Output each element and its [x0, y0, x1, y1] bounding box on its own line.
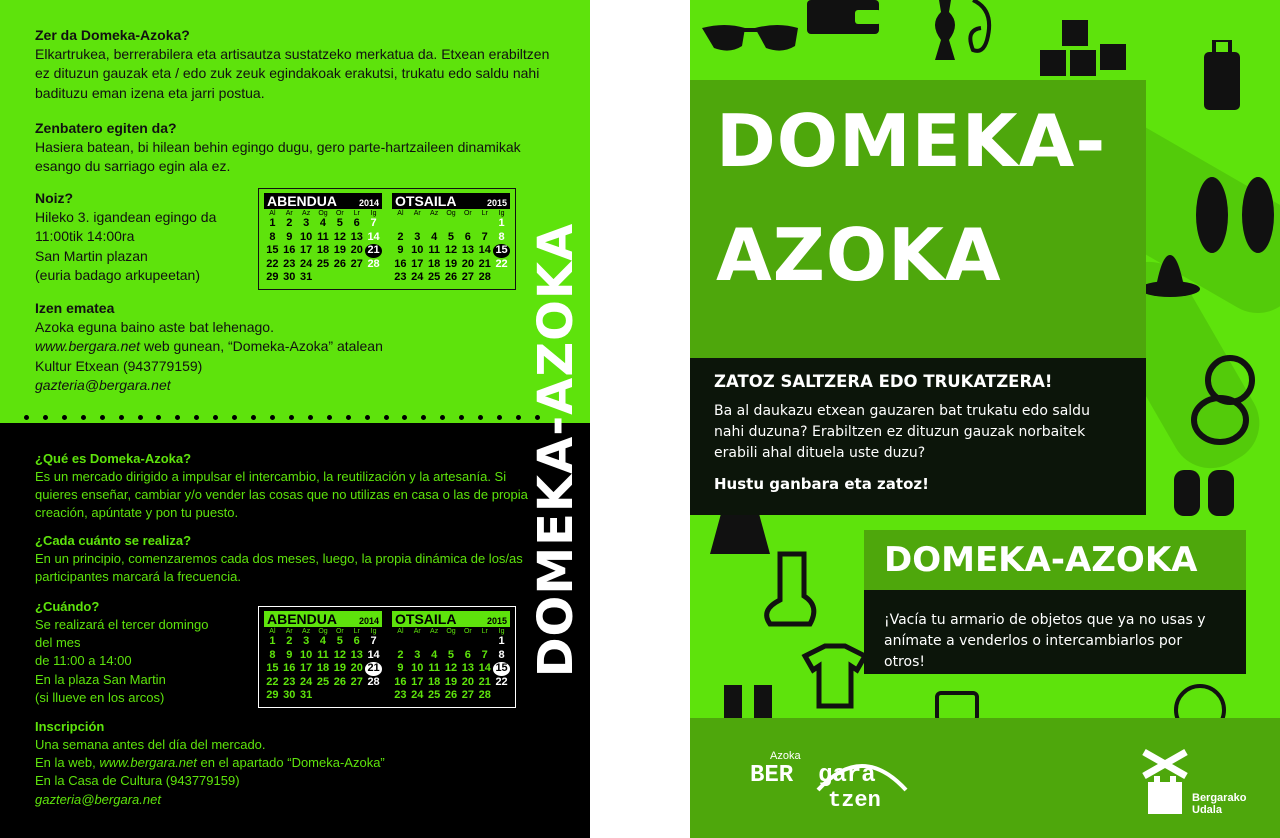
perforation-dot [117, 413, 126, 422]
calendar-day: 4 [431, 648, 438, 661]
calendar-year: 2014 [358, 198, 379, 208]
eu-when-line: Hileko 3. igandean egingo da [35, 209, 217, 225]
calendar-day: 3 [303, 635, 310, 647]
sock-icon [760, 550, 830, 630]
calendar-day: 16 [394, 257, 407, 270]
perforation-dot [476, 413, 485, 422]
calendar-weekday: Lr [353, 628, 360, 635]
calendar-day: 23 [283, 675, 296, 688]
calendar-weekday: Ar [285, 628, 293, 635]
calendar-day: 24 [300, 257, 313, 270]
calendar-month: OTSAILA [395, 193, 457, 209]
eu-register-block [35, 299, 555, 396]
perforation-dot [173, 413, 182, 422]
calendar-day: 22 [495, 675, 508, 688]
es-how-often-text: En un principio, comenzaremos cada dos meses, luego, la propia dinámica de los/as participantes marcará la frecuencia. [35, 551, 523, 585]
cover-title-box [690, 80, 1146, 358]
calendar-weekday: Or [335, 210, 344, 217]
calendar-day: 28 [367, 675, 380, 688]
calendar-day: 24 [411, 271, 424, 283]
calendar-day: 4 [319, 635, 327, 647]
calendar-day: 21 [478, 257, 491, 270]
calendar-day: 7 [370, 217, 377, 229]
eu-how-often-title: Zenbatero egiten da? [35, 120, 177, 136]
calendar-day: 27 [350, 675, 363, 688]
es-when-title: ¿Cuándo? [35, 599, 100, 614]
calendar-header [264, 611, 382, 627]
calendar-day: 1 [498, 217, 505, 229]
calendar-day: 21 [365, 662, 382, 676]
eu-register-line: www.bergara.net web gunean, “Domeka-Azoka” atalean [35, 338, 383, 355]
calendar-day: 11 [317, 230, 329, 243]
perforation-dot [98, 413, 107, 422]
calendar-day: 14 [478, 662, 491, 674]
calendar-weekday: Or [335, 628, 344, 635]
perforation-dot [495, 413, 504, 422]
calendar-day: 16 [394, 675, 407, 688]
es-what-title: ¿Qué es Domeka-Azoka? [35, 451, 192, 466]
calendar-weekday: Az [302, 210, 311, 217]
calendar-day: 6 [353, 217, 360, 229]
calendar-day: 20 [461, 257, 474, 270]
calendar-day: 27 [461, 271, 474, 283]
calendar-day: 26 [333, 257, 346, 270]
eu-how-often-block [35, 119, 555, 177]
calendar-day: 8 [498, 230, 505, 243]
calendar-day: 10 [411, 244, 424, 256]
abc-blocks-icon [1040, 20, 1126, 80]
calendar-day: 19 [333, 244, 346, 256]
calendar-day: 31 [300, 689, 313, 701]
calendar-weekday: Az [430, 210, 439, 217]
calendar-day: 2 [286, 635, 293, 647]
perforation-dot [79, 413, 88, 422]
perforation-line [22, 412, 542, 426]
calendar-header [392, 193, 510, 209]
calendar-weekday: Ig [498, 210, 505, 217]
calendar-day: 26 [444, 689, 458, 701]
calendar-day: 9 [286, 648, 293, 661]
calendar-day: 19 [444, 675, 458, 688]
es-register-title: Inscripción [35, 719, 105, 734]
calendar-day: 17 [411, 257, 424, 270]
eu-when-block [35, 189, 255, 286]
invitation-heading: ZATOZ SALTZERA EDO TRUKATZERA! [714, 372, 1053, 391]
es-when-block [35, 598, 245, 707]
calendar-day: 7 [481, 648, 488, 661]
calendar-weekday: Al [397, 628, 404, 635]
calendar-month: OTSAILA [395, 611, 457, 627]
calendar-day: 10 [300, 648, 313, 661]
calendar-day: 1 [498, 635, 505, 647]
calendar-day: 18 [316, 244, 330, 256]
perforation-dot [382, 413, 391, 422]
perforation-dot [419, 413, 428, 422]
leaflet-cover [690, 0, 1280, 838]
calendar-weekday: Ar [285, 210, 293, 217]
calendar-day: 15 [493, 244, 510, 258]
es-register-line: En la web, www.bergara.net en el apartado “Domeka-Azoka” [35, 755, 385, 771]
mittens-icon [1170, 470, 1240, 520]
perforation-dot [363, 413, 372, 422]
calendar-day: 10 [300, 230, 313, 243]
calendar-header [392, 611, 510, 627]
calendar-day: 11 [317, 648, 329, 661]
es-what-text: Es un mercado dirigido a impulsar el intercambio, la reutilización y la artesanía. Si quieres enseñar, cambiar y/o vender las cosas que no utilizas en casa o las de propia creación, apúntate y pon tu puesto. [35, 469, 528, 521]
calendar-day: 14 [478, 244, 491, 256]
calendar-day: 15 [266, 662, 279, 674]
calendar-header [264, 193, 382, 209]
es-calendar-0 [264, 611, 382, 703]
cover-footer [690, 718, 1280, 838]
calendar-day: 30 [283, 689, 296, 701]
calendar-day: 16 [283, 662, 296, 674]
perforation-dot [60, 413, 69, 422]
calendar-day: 26 [444, 271, 458, 283]
calendar-month: ABENDUA [267, 193, 337, 209]
perforation-dot [400, 413, 409, 422]
calendar-weekday: Og [318, 210, 328, 217]
calendar-day: 23 [283, 257, 296, 270]
calendar-day: 7 [370, 635, 377, 647]
calendar-day: 3 [414, 648, 421, 661]
calendar-day: 24 [300, 675, 313, 688]
calendar-day: 25 [428, 271, 441, 283]
calendar-day: 2 [397, 230, 404, 243]
perforation-dot [344, 413, 353, 422]
invitation-text: Ba al daukazu etxean gauzaren bat trukatu edo saldu nahi duzuna? Erabiltzen ez dituzun gauzak norbaitek erabili ahal dituela uste duzu? [714, 403, 1090, 461]
perforation-dot [211, 413, 220, 422]
es-calendar-box [258, 606, 516, 708]
teddy-bear-icon [1170, 350, 1280, 450]
calendar-day: 17 [300, 244, 313, 256]
perforation-dot [136, 413, 145, 422]
calendar-day: 14 [367, 230, 380, 243]
sombrero-icon [1140, 245, 1200, 305]
calendar-day: 28 [367, 257, 380, 270]
calendar-weekday: Og [446, 210, 456, 217]
calendar-weekday: Or [463, 210, 472, 217]
eu-register-title: Izen ematea [35, 300, 115, 316]
calendar-day: 12 [444, 662, 458, 674]
eu-calendar-1 [392, 193, 510, 285]
es-register-line: En la Casa de Cultura (943779159) [35, 773, 240, 789]
eu-register-line: Azoka eguna baino aste bat lehenago. [35, 319, 274, 335]
calendar-day: 11 [428, 244, 440, 256]
calendar-weekday: Or [463, 628, 472, 635]
calendar-day: 6 [353, 635, 360, 647]
perforation-dot [268, 413, 277, 422]
eu-what-title: Zer da Domeka-Azoka? [35, 27, 190, 43]
calendar-day: 22 [266, 675, 279, 688]
calendar-weekday: Og [318, 628, 328, 635]
calendar-weekday: Az [430, 628, 439, 635]
calendar-day: 14 [367, 648, 380, 661]
calendar-day: 23 [394, 689, 407, 701]
calendar-day: 18 [428, 257, 441, 270]
eu-how-often-text: Hasiera batean, bi hilean behin egingo dugu, gero parte-hartzaileen dinamikak esango du sarriago egin ala ez. [35, 139, 521, 175]
calendar-day: 19 [333, 662, 346, 674]
calendar-day: 5 [447, 648, 455, 661]
calendar-weekday: Al [269, 210, 276, 217]
eu-what-block [35, 26, 555, 103]
calendar-day: 27 [461, 689, 474, 701]
es-when-line: En la plaza San Martin [35, 671, 166, 687]
calendar-day: 17 [300, 662, 313, 674]
suitcase-icon [1200, 40, 1244, 114]
invitation-cta: Hustu ganbara eta zatoz! [714, 475, 929, 493]
perforation-dot [230, 413, 239, 422]
eu-calendar-0 [264, 193, 382, 285]
perforation-dot [22, 413, 31, 422]
es-when-line: (si llueve en los arcos) [35, 689, 165, 705]
calendar-day: 9 [286, 230, 293, 243]
perforation-dot [457, 413, 466, 422]
leaflet-back [0, 0, 590, 838]
eu-web-link[interactable]: www.bergara.net [35, 338, 141, 355]
es-register-line: Una semana antes del día del mercado. [35, 737, 266, 752]
calendar-day: 8 [269, 648, 276, 661]
es-calendar-1 [392, 611, 510, 703]
calendar-day: 2 [397, 648, 404, 661]
calendar-day: 25 [316, 257, 330, 270]
calendar-day: 12 [333, 230, 346, 243]
calendar-day: 10 [411, 662, 424, 674]
calendar-day: 8 [269, 230, 276, 243]
calendar-day: 22 [495, 257, 508, 270]
eu-when-title: Noiz? [35, 190, 74, 206]
wallet-icon [805, 0, 885, 38]
calendar-day: 24 [411, 689, 424, 701]
calendar-day: 3 [303, 217, 310, 229]
calendar-day: 29 [266, 689, 279, 701]
perforation-dot [287, 413, 296, 422]
eu-calendar-box [258, 188, 516, 290]
perforation-dot [438, 413, 447, 422]
calendar-month: ABENDUA [267, 611, 337, 627]
calendar-day: 5 [447, 230, 455, 243]
briefcase-icon [935, 685, 979, 721]
eu-when-line: 11:00tik 14:00ra [35, 228, 135, 245]
calendar-day: 12 [444, 244, 458, 256]
calendar-day: 2 [286, 217, 293, 229]
calendar-weekday: Ig [370, 210, 377, 217]
tshirt-on-hanger-icon [795, 630, 875, 710]
calendar-day: 25 [316, 675, 330, 688]
calendar-year: 2015 [486, 198, 507, 208]
calendar-weekday: Lr [481, 210, 488, 217]
calendar-day: 30 [283, 271, 296, 283]
udala-crest-icon [1140, 746, 1190, 816]
calendar-day: 6 [464, 230, 471, 243]
calendar-day: 9 [397, 244, 404, 256]
cover-title-line2: AZOKA [716, 213, 1002, 297]
calendar-day: 20 [461, 675, 474, 688]
es-email-link[interactable]: gazteria@bergara.net [35, 791, 161, 807]
calendar-day: 18 [428, 675, 441, 688]
calendar-weekday: Al [397, 210, 404, 217]
es-when-line: Se realizará el tercer domingo [35, 617, 209, 632]
cover-es-text: ¡Vacía tu armario de objetos que ya no usas y anímate a venderlos o intercambiarlos por otros! [864, 590, 1246, 674]
calendar-day: 15 [266, 244, 279, 256]
calendar-day: 5 [336, 217, 343, 229]
yarn-ball-icon [1170, 680, 1240, 720]
cover-invitation-box [690, 358, 1146, 515]
calendar-day: 6 [464, 648, 471, 661]
calendar-day: 3 [414, 230, 421, 243]
calendar-day: 20 [350, 662, 363, 674]
calendar-day: 21 [365, 244, 382, 258]
calendar-year: 2014 [358, 616, 379, 626]
calendar-day: 19 [444, 257, 458, 270]
flip-flops-icon [1190, 175, 1280, 255]
cover-title-line1: DOMEKA- [716, 99, 1107, 183]
calendar-day: 28 [478, 689, 491, 701]
calendar-day: 23 [394, 271, 407, 283]
calendar-day: 22 [266, 257, 279, 270]
chess-pieces-icon [720, 675, 780, 720]
calendar-day: 26 [333, 675, 346, 688]
calendar-day: 4 [319, 217, 327, 229]
perforation-dot [325, 413, 334, 422]
calendar-day: 1 [269, 217, 276, 229]
calendar-day: 28 [478, 271, 491, 283]
calendar-day: 5 [336, 635, 343, 647]
calendar-weekday: Ig [498, 628, 505, 635]
calendar-weekday: Ar [413, 628, 421, 635]
bergarako-udala-logo: Bergarako Udala [1140, 746, 1260, 826]
es-when-line: de 11:00 a 14:00 [35, 653, 132, 669]
calendar-day: 20 [350, 244, 363, 256]
calendar-day: 18 [316, 662, 330, 674]
calendar-day: 13 [461, 244, 474, 256]
es-how-often-title: ¿Cada cuánto se realiza? [35, 533, 192, 548]
calendar-day: 31 [300, 271, 313, 283]
perforation-dot [249, 413, 258, 422]
eu-what-text: Elkartrukea, berrerabilera eta artisautza sustatzeko merkatua da. Etxean erabiltzen ez dituzun gauzak eta / edo zuk zeuk egindakoak erakutsi, trukatu edo saldu nahi badituzu eman izena eta jarri postua. [35, 46, 550, 101]
perforation-dot [41, 413, 50, 422]
calendar-year: 2015 [486, 616, 507, 626]
es-what-block [35, 450, 545, 523]
calendar-day: 25 [428, 689, 441, 701]
es-web-link[interactable]: www.bergara.net [99, 755, 197, 771]
calendar-day: 27 [350, 257, 363, 270]
calendar-day: 15 [493, 662, 510, 676]
calendar-day: 11 [428, 662, 440, 674]
eu-email-link[interactable]: gazteria@bergara.net [35, 377, 171, 394]
vase-icon [925, 0, 1005, 62]
calendar-day: 4 [431, 230, 438, 243]
calendar-day: 9 [397, 662, 404, 674]
perforation-dot [192, 413, 201, 422]
eu-when-line: San Martin plazan [35, 247, 148, 264]
calendar-weekday: Lr [481, 628, 488, 635]
vertical-title: DOMEKA-AZOKA [528, 222, 584, 678]
calendar-weekday: Ar [413, 210, 421, 217]
es-how-often-block [35, 532, 545, 586]
glasses-icon [700, 20, 800, 56]
calendar-day: 29 [266, 271, 279, 283]
calendar-day: 16 [283, 244, 296, 256]
calendar-day: 13 [350, 230, 363, 243]
es-register-block [35, 718, 545, 809]
es-when-line: del mes [35, 635, 81, 651]
calendar-weekday: Az [302, 628, 311, 635]
perforation-dot [154, 413, 163, 422]
calendar-day: 8 [498, 648, 505, 661]
calendar-day: 13 [350, 648, 363, 661]
cover-es-title: DOMEKA-AZOKA [864, 530, 1246, 590]
calendar-weekday: Al [269, 628, 276, 635]
calendar-day: 21 [478, 675, 491, 688]
eu-register-line: Kultur Etxean (943779159) [35, 357, 203, 374]
calendar-weekday: Og [446, 628, 456, 635]
perforation-dot [306, 413, 315, 422]
calendar-day: 12 [333, 648, 346, 661]
calendar-day: 13 [461, 662, 474, 674]
calendar-weekday: Ig [370, 628, 377, 635]
eu-when-line: (euria badago arkupeetan) [35, 267, 201, 284]
calendar-day: 7 [481, 230, 488, 243]
bergaratzen-logo: Azoka BER gara tzen [720, 748, 910, 828]
calendar-day: 1 [269, 635, 276, 647]
calendar-day: 17 [411, 675, 424, 688]
calendar-weekday: Lr [353, 210, 360, 217]
